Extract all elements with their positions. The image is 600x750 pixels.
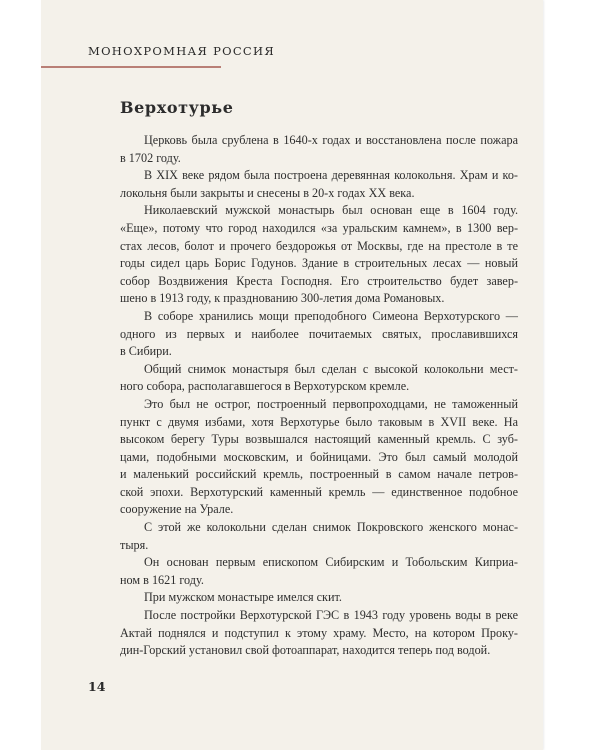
text-line: шено в 1913 году, к празднованию 300-летия дома Романовых. xyxy=(120,291,445,306)
text-line: В соборе хранились мощи преподобного Симеона Верхотурского — xyxy=(144,308,518,323)
text-line: и маленький российский кремль, построенный в самом начале петров- xyxy=(120,467,518,482)
text-line: собор Воздвижения Креста Господня. Его строительство будет завер- xyxy=(120,273,518,288)
text-line: Актай поднялся и подступил к этому храму. Место, на котором Проку- xyxy=(120,625,518,640)
text-line: Общий снимок монастыря был сделан с высокой колокольни мест- xyxy=(144,361,518,376)
body-text xyxy=(120,132,518,660)
text-line: локольня были закрыты и снесены в 20-х годах XX века. xyxy=(120,185,415,200)
text-line: ской эпохи. Верхотурский каменный кремль — единственное подобное xyxy=(120,484,518,499)
text-line: дин-Горский установил свой фотоаппарат, находится теперь под водой. xyxy=(120,643,491,658)
text-line: высоком берегу Туры возвышался настоящий каменный кремль. С зуб- xyxy=(120,432,518,447)
running-head: МОНОХРОМНАЯ РОССИЯ xyxy=(88,44,275,58)
text-line: в 1702 году. xyxy=(120,150,181,165)
text-line: Николаевский мужской монастырь был основан еще в 1604 году. xyxy=(144,203,518,218)
text-line: С этой же колокольни сделан снимок Покровского женского монас- xyxy=(144,520,518,535)
text-line: годы сидел царь Борис Годунов. Здание в строительных лесах — новый xyxy=(120,256,518,271)
text-line: одного из первых и наиболее почитаемых святых, прославившихся xyxy=(120,326,518,341)
text-line: Он основан первым епископом Сибирским и Тобольским Киприа- xyxy=(144,555,518,570)
text-line: стах лесов, болот и прочего бездорожья от Москвы, где на престоле в те xyxy=(120,238,518,253)
text-line: Церковь была срублена в 1640-х годах и восстановлена после пожара xyxy=(144,133,518,147)
text-line: Это был не острог, построенный первопроходцами, не таможенный xyxy=(144,396,518,411)
text-line: ного собора, располагавшегося в Верхотурском кремле. xyxy=(120,379,410,394)
text-line: в Сибири. xyxy=(120,344,172,359)
text-line: цами, подобными московским, и бойницами. Это был самый молодой xyxy=(120,449,518,464)
text-line: тыря. xyxy=(120,537,149,552)
page-number: 14 xyxy=(88,679,106,694)
text-line: ном в 1621 году. xyxy=(120,572,204,587)
text-line: пункт с двумя избами, хотя Верхотурье было таковым в XVII веке. На xyxy=(120,414,518,429)
text-line: В XIX веке рядом была построена деревянная колокольня. Храм и ко- xyxy=(144,168,518,183)
header-rule xyxy=(41,66,221,68)
text-line: сооружение на Урале. xyxy=(120,502,234,517)
section-title: Верхотурье xyxy=(120,98,234,117)
text-line: После постройки Верхотурской ГЭС в 1943 году уровень воды в реке xyxy=(144,608,518,623)
text-line: «Еще», потому что город находился «за уральским камнем», в 1300 вер- xyxy=(120,220,518,235)
text-line: При мужском монастыре имелся скит. xyxy=(144,590,342,605)
